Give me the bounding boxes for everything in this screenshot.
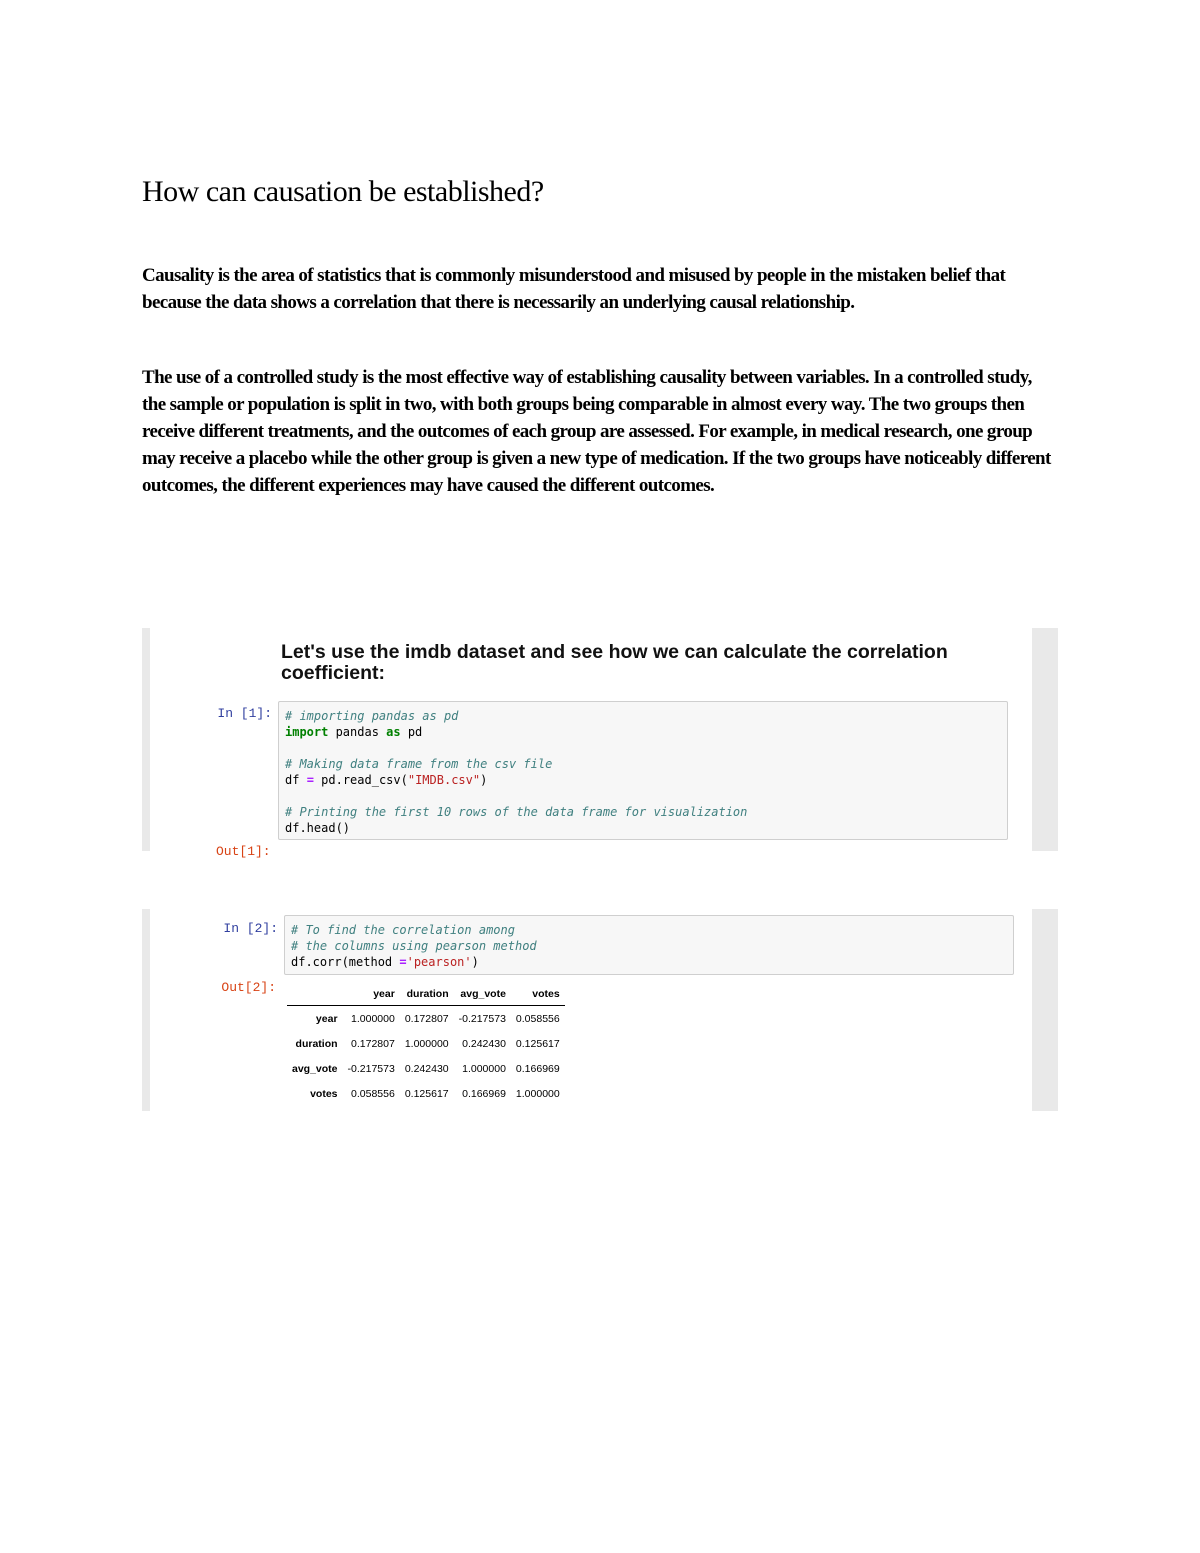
code-cell-1[interactable]: [278, 701, 1008, 840]
code-line: # Making data frame from the csv file: [285, 757, 553, 771]
code-cell-2[interactable]: [284, 915, 1014, 975]
code-line: df = pd.read_csv("IMDB.csv"): [285, 773, 488, 787]
code-line: # Printing the first 10 rows of the data frame for visualization: [285, 805, 748, 819]
table-cell: 1.000000: [462, 1062, 506, 1075]
table-cell: 0.125617: [404, 1087, 449, 1100]
page-title: How can causation be established?: [142, 175, 544, 208]
code-line: df.head(): [285, 821, 351, 835]
notebook-screenshot-1: [142, 628, 1058, 859]
table-cell: 0.058556: [351, 1087, 395, 1100]
out-prompt-1-cut: Out[1]:: [216, 844, 271, 859]
column-header: year: [343, 983, 400, 1006]
table-row: [287, 1056, 565, 1081]
code-line: # the columns using pearson method: [291, 939, 537, 953]
row-label: year: [315, 1012, 338, 1025]
table-cell: 0.242430: [404, 1062, 449, 1075]
table-cell: 0.058556: [515, 1012, 560, 1025]
table-cell: 1.000000: [351, 1012, 395, 1025]
code-line: # importing pandas as pd: [285, 709, 459, 723]
table-header-row: [287, 983, 565, 1006]
in-prompt-1: In [1]:: [217, 706, 272, 721]
column-header: votes: [511, 983, 565, 1006]
column-header: duration: [400, 983, 454, 1006]
table-cell: 1.000000: [404, 1037, 449, 1050]
code-line: # To find the correlation among: [291, 923, 515, 937]
in-prompt-2: In [2]:: [223, 921, 278, 936]
table-cell: 0.166969: [515, 1062, 560, 1075]
table-cell: -0.217573: [458, 1012, 506, 1025]
markdown-heading: Let's use the imdb dataset and see how we can calculate the correlation coefficient:: [281, 641, 948, 684]
row-label: duration: [295, 1037, 338, 1050]
column-header: avg_vote: [454, 983, 511, 1006]
corner-cell: [287, 983, 343, 1006]
notebook-screenshot-2: [142, 909, 1058, 1111]
table-row: [287, 1081, 565, 1106]
table-cell: 0.172807: [404, 1012, 449, 1025]
code-line: df.corr(method ='pearson'): [291, 955, 479, 969]
out-prompt-2: Out[2]:: [221, 980, 276, 995]
paragraph-causality: Causality is the area of statistics that is commonly misunderstood and misused by people in the mistaken belief that because the data shows a correlation that there is necessarily an underlying causal relationship.: [142, 265, 1006, 313]
table-cell: 0.172807: [351, 1037, 395, 1050]
correlation-table: [287, 983, 565, 1106]
table-cell: 0.242430: [462, 1037, 506, 1050]
table-cell: 0.166969: [462, 1087, 506, 1100]
row-label: votes: [310, 1087, 338, 1100]
table-row: [287, 1006, 565, 1032]
code-line: import pandas as pd: [285, 725, 423, 739]
table-cell: 1.000000: [515, 1087, 560, 1100]
table-cell: -0.217573: [347, 1062, 395, 1075]
row-label: avg_vote: [292, 1062, 338, 1075]
table-row: [287, 1031, 565, 1056]
table-cell: 0.125617: [515, 1037, 560, 1050]
paragraph-controlled-study: The use of a controlled study is the most effective way of establishing causality between variables. In a controlled study, the sample or population is split in two, with both groups being comparable in almost every way. The two groups then receive different treatments, and the outcomes of each group are assessed. For example, in medical research, one group may receive a placebo while the other group is given a new type of medication. If the two groups have noticeably different outcomes, the different experiences may have caused the different outcomes.: [142, 367, 1051, 496]
